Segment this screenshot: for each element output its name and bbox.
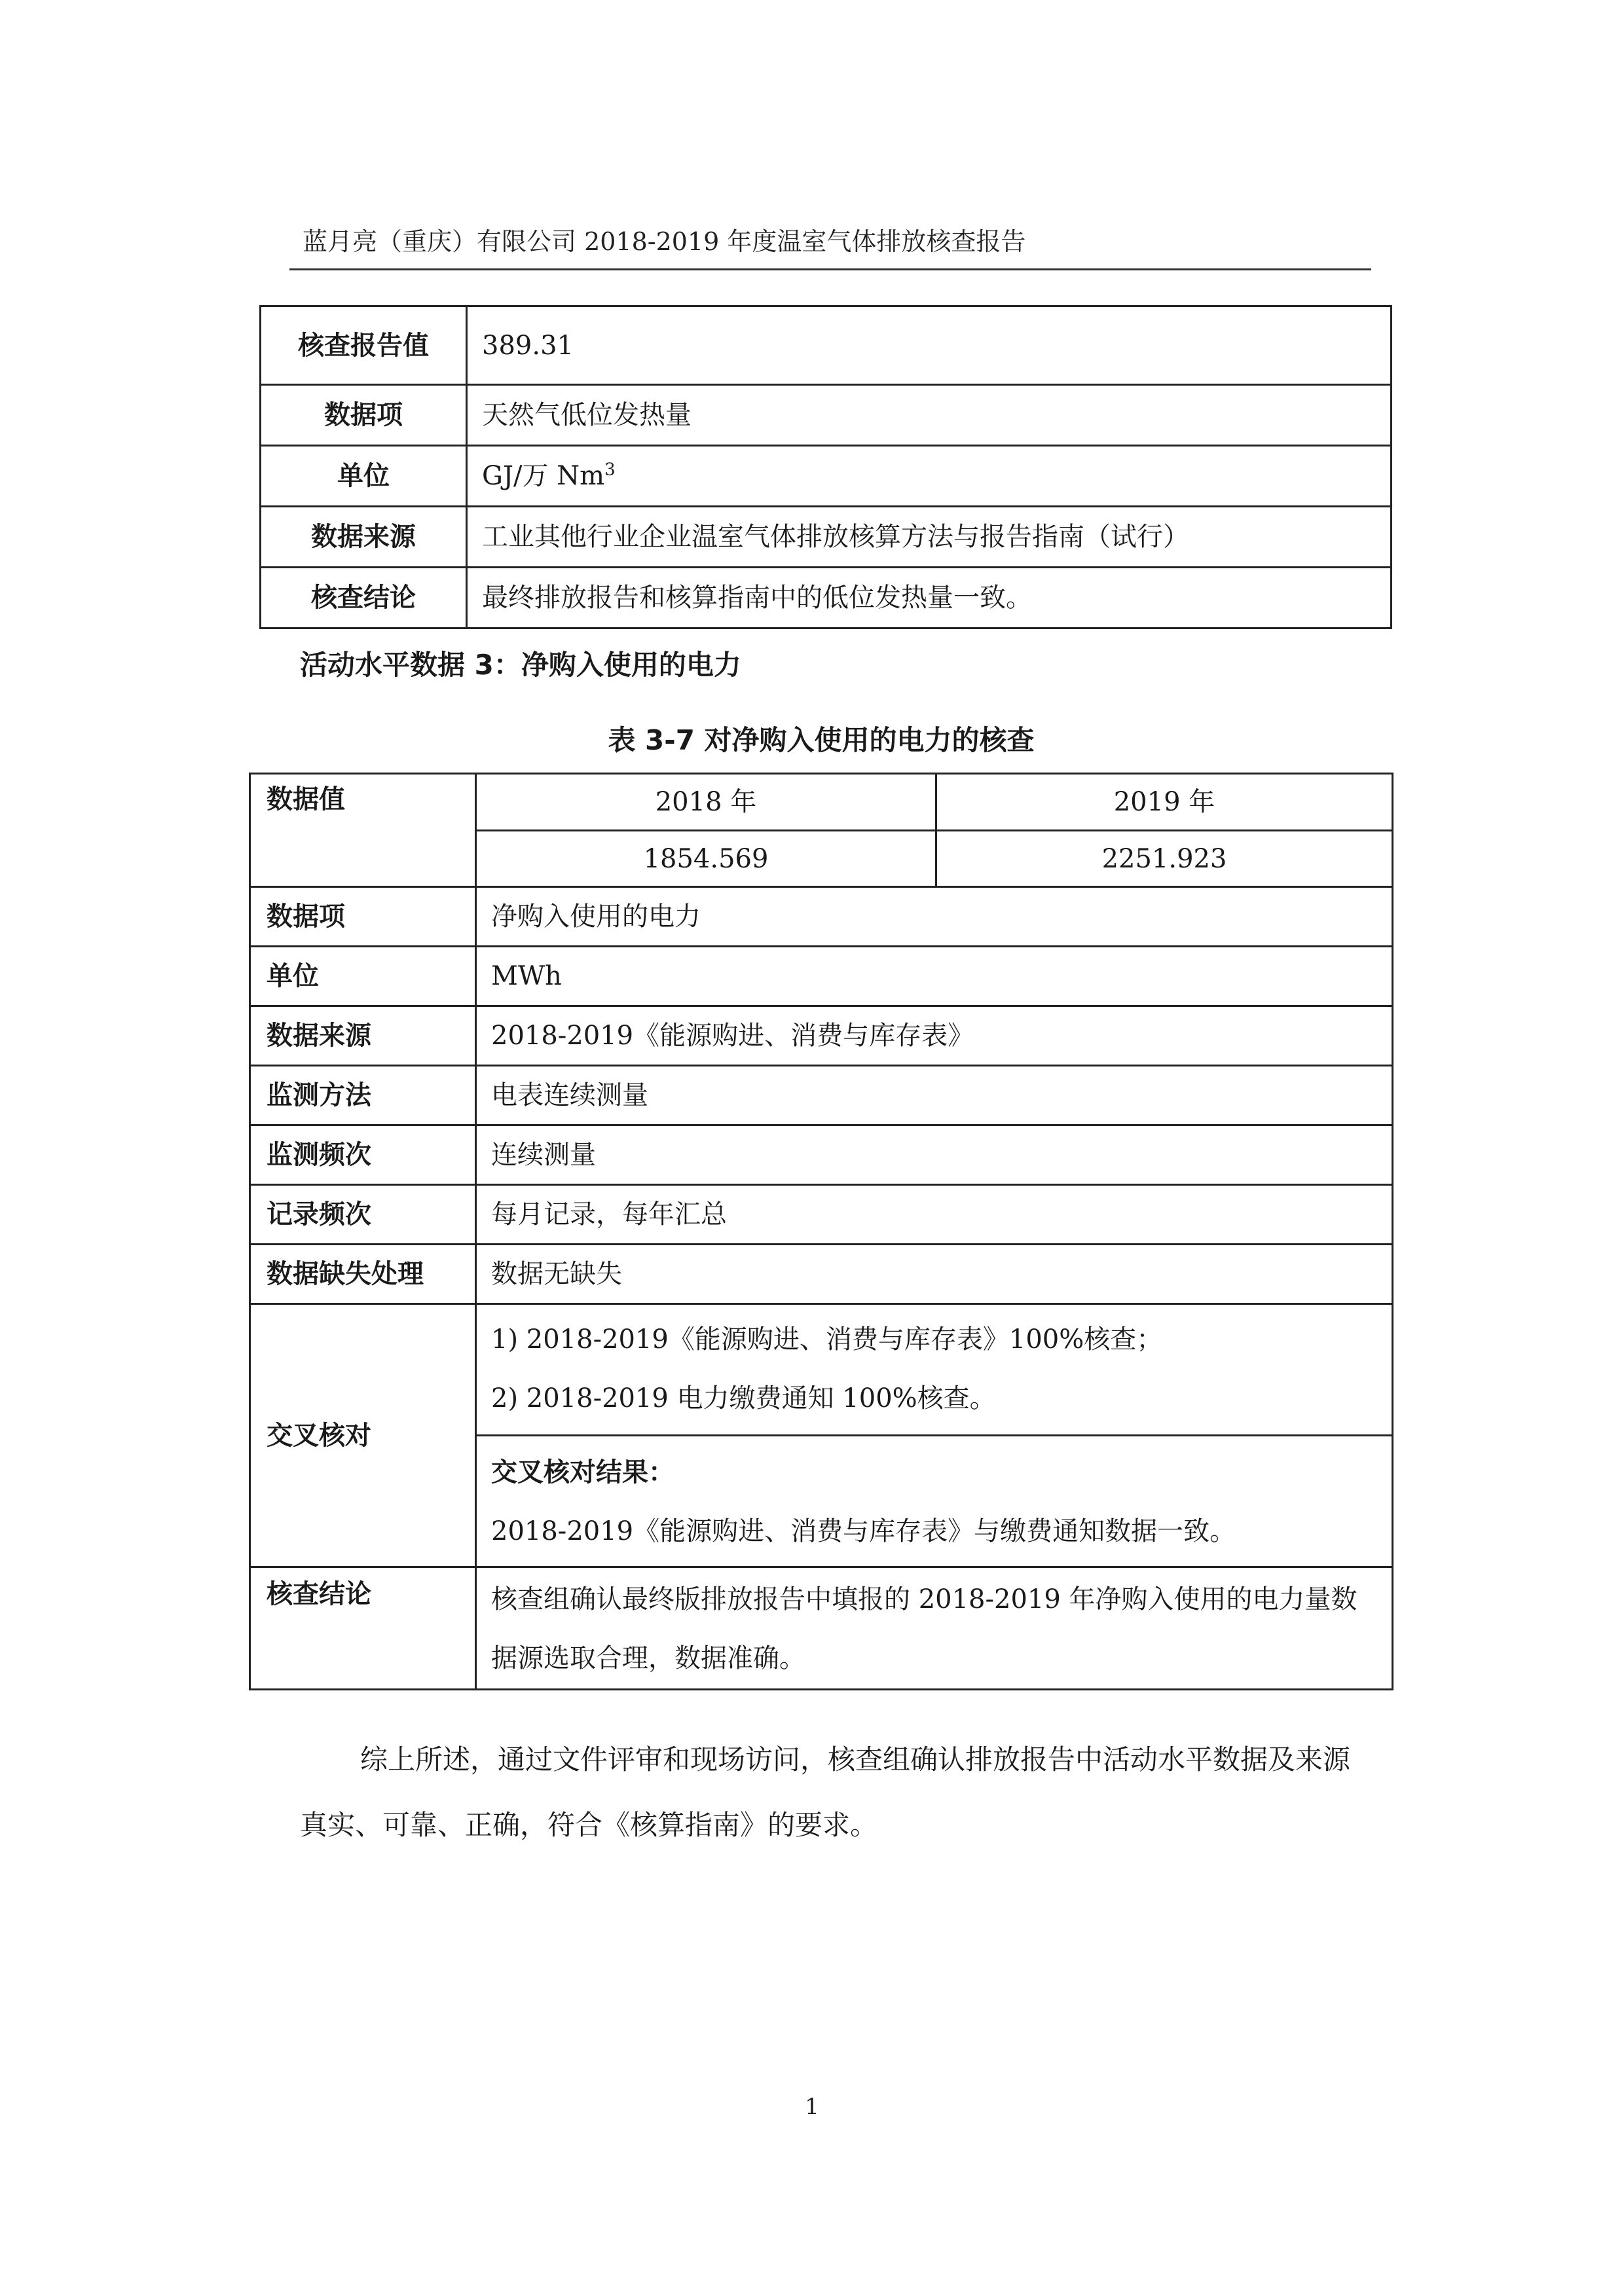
row-label: 核查结论 [261, 568, 467, 629]
table-row [261, 385, 1392, 446]
table-row [261, 507, 1392, 568]
value-2019: 2251.923 [936, 831, 1393, 887]
row-label: 数据缺失处理 [250, 1245, 476, 1304]
section-title: 活动水平数据 3：净购入使用的电力 [300, 649, 741, 681]
row-label: 数据项 [250, 887, 476, 947]
row-value: 净购入使用的电力 [476, 887, 1393, 947]
table-row [261, 306, 1392, 385]
row-value: 最终排放报告和核算指南中的低位发热量一致。 [467, 568, 1392, 629]
row-value: 连续测量 [476, 1125, 1393, 1185]
table-row [250, 1066, 1393, 1125]
cross-check-label: 交叉核对 [250, 1304, 476, 1567]
cross-check-result-label: 交叉核对结果： [491, 1457, 674, 1487]
unit-superscript: 3 [604, 460, 616, 480]
year-header-2019: 2019 年 [936, 774, 1393, 831]
row-value: 每月记录，每年汇总 [476, 1185, 1393, 1245]
row-value: 2018-2019《能源购进、消费与库存表》 [476, 1006, 1393, 1066]
row-label: 监测频次 [250, 1125, 476, 1185]
table-row-cross-check [250, 1304, 1393, 1567]
data-value-label: 数据值 [250, 774, 476, 887]
table-row [250, 947, 1393, 1006]
row-value: 数据无缺失 [476, 1245, 1393, 1304]
value-2018: 1854.569 [476, 831, 936, 887]
row-value: 389.31 [467, 306, 1392, 385]
verification-table-electricity [249, 773, 1393, 1690]
summary-paragraph: 综上所述，通过文件评审和现场访问，核查组确认排放报告中活动水平数据及来源真实、可靠、正确，符合《核算指南》的要求。 [300, 1743, 1351, 1841]
cross-check-result [477, 1436, 1392, 1566]
row-value: MWh [476, 947, 1393, 1006]
page-header-title: 蓝月亮（重庆）有限公司 2018-2019 年度温室气体排放核查报告 [303, 227, 1026, 256]
row-label: 记录频次 [250, 1185, 476, 1245]
row-label: 数据项 [261, 385, 467, 446]
table-row [250, 1125, 1393, 1185]
page-number: 1 [805, 2094, 819, 2120]
table-row [250, 1185, 1393, 1245]
unit-text: GJ/万 Nm [482, 461, 605, 491]
row-label: 单位 [250, 947, 476, 1006]
table-row [250, 1245, 1393, 1304]
cross-check-result-text: 2018-2019《能源购进、消费与库存表》与缴费通知数据一致。 [491, 1516, 1236, 1546]
table-row [250, 887, 1393, 947]
cross-check-content [476, 1304, 1393, 1567]
row-value: 天然气低位发热量 [467, 385, 1392, 446]
row-label: 监测方法 [250, 1066, 476, 1125]
conclusion-text: 核查组确认最终版排放报告中填报的 2018-2019 年净购入使用的电力量数据源选取合理，数据准确。 [476, 1567, 1393, 1690]
year-header-2018: 2018 年 [476, 774, 936, 831]
row-value [467, 446, 1392, 507]
row-label: 数据来源 [261, 507, 467, 568]
table-row-conclusion [250, 1567, 1393, 1690]
conclusion-label: 核查结论 [250, 1567, 476, 1690]
row-value: 电表连续测量 [476, 1066, 1393, 1125]
table-caption: 表 3-7 对净购入使用的电力的核查 [608, 724, 1035, 756]
table-row [261, 446, 1392, 507]
table-row [250, 774, 1393, 831]
table-row [261, 568, 1392, 629]
cross-check-items [477, 1305, 1392, 1436]
row-value: 工业其他行业企业温室气体排放核算方法与报告指南（试行） [467, 507, 1392, 568]
header-rule [289, 268, 1371, 270]
cross-check-item: 1) 2018-2019《能源购进、消费与库存表》100%核查； [491, 1324, 1163, 1355]
table-row [250, 1006, 1393, 1066]
row-label: 单位 [261, 446, 467, 507]
row-label: 数据来源 [250, 1006, 476, 1066]
cross-check-item: 2) 2018-2019 电力缴费通知 100%核查。 [491, 1383, 996, 1413]
verification-table-natural-gas [259, 305, 1392, 629]
row-label: 核查报告值 [261, 306, 467, 385]
